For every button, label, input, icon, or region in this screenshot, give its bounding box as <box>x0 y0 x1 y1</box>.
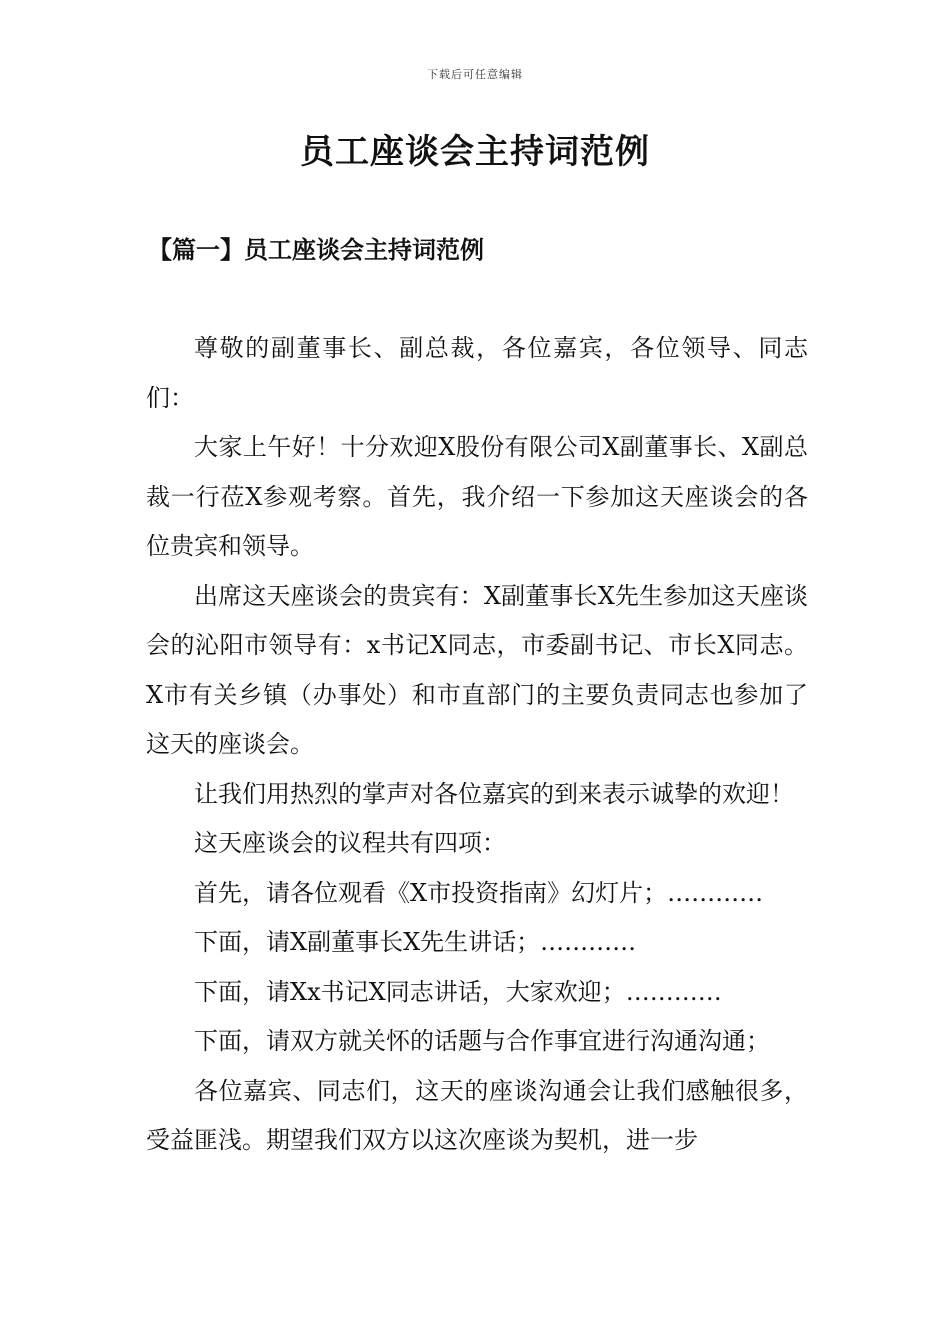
header-note: 下载后可任意编辑 <box>427 68 523 81</box>
agenda-item-3: 下面，请Xx书记X同志讲话，大家欢迎；………… <box>194 977 722 1006</box>
agenda-item-4: 下面，请双方就关怀的话题与合作事宜进行沟通沟通； <box>194 1027 770 1055</box>
paragraph-guests: 出席这天座谈会的贵宾有：X副董事长X先生参加这天座谈会的沁阳市领导有：x书记X同志，市委副书记、市长X同志。X市有关乡镇（办事处）和市直部门的主要负责同志也参加了这天的座谈会。 <box>146 581 808 758</box>
agenda-item-1: 首先，请各位观看《X市投资指南》幻灯片；………… <box>194 878 764 907</box>
document-title: 员工座谈会主持词范例 <box>300 132 650 172</box>
section-heading: 【篇一】员工座谈会主持词范例 <box>148 235 484 264</box>
paragraph-greeting: 尊敬的副董事长、副总裁，各位嘉宾，各位领导、同志们： <box>146 334 808 412</box>
paragraph-agenda-intro: 这天座谈会的议程共有四项： <box>194 829 506 857</box>
document-body <box>146 324 808 1166</box>
paragraph-applause: 让我们用热烈的掌声对各位嘉宾的到来表示诚挚的欢迎！ <box>194 779 794 808</box>
paragraph-closing: 各位嘉宾、同志们，这天的座谈沟通会让我们感触很多，受益匪浅。期望我们双方以这次座谈为契机，进一步 <box>146 1076 808 1154</box>
agenda-item-2: 下面，请X副董事长X先生讲话；………… <box>194 928 637 956</box>
paragraph-welcome: 大家上午好！十分欢迎X股份有限公司X副董事长、X副总裁一行莅X参观考察。首先，我介绍一下参加这天座谈会的各位贵宾和领导。 <box>146 433 808 560</box>
